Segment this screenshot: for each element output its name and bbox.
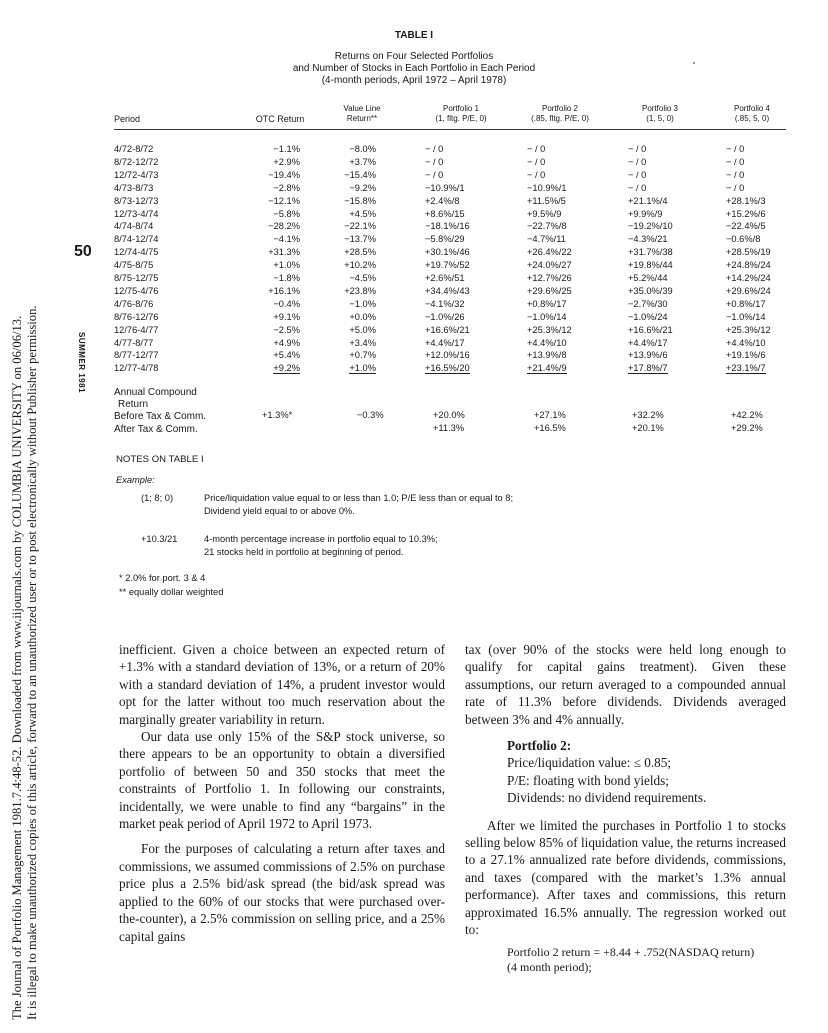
cell-period: 12/73-4/74 <box>114 208 159 219</box>
cell-portfolio-3: +5.2%/44 <box>628 273 668 283</box>
cell-otc: +16.1% <box>268 285 300 296</box>
portfolio-2-heading: Portfolio 2: <box>507 738 572 754</box>
cell-period: 12/74-4/75 <box>114 247 159 258</box>
copyright-line-2: It is illegal to make unauthorized copies of this article, forward to an unauthorized user or to post electronically without Publisher permission. <box>25 305 39 1020</box>
header-otc: OTC Return <box>255 114 305 124</box>
header-portfolio-3: Portfolio 3 (1, 5, 0) <box>641 104 679 123</box>
cell-portfolio-1: +19.7%/52 <box>425 260 470 271</box>
cell-period: 8/77-12/77 <box>114 350 159 361</box>
cell-value-line: −22.1% <box>344 221 376 232</box>
cell-portfolio-4: +4.4%/10 <box>726 337 766 348</box>
cell-value-line: +0.0% <box>349 311 376 322</box>
cell-otc: +4.9% <box>273 337 300 348</box>
cell-portfolio-4: −22.4%/5 <box>726 221 766 232</box>
cell-portfolio-4 <box>726 362 794 375</box>
cell-otc: +31.3% <box>268 247 300 258</box>
cell-value-line: −15.4% <box>344 169 376 180</box>
right-paragraph-2: After we limited the purchases in Portfolio 1 to stocks selling below 85% of liquidation value, the returns increased to a 27.1% annualized rate before dividends, commissions, and taxes (compared with the market’s 1.3% annual performance). After taxes and commissions, this return approximated 16.5% annually. The regression worked out to: <box>465 817 786 938</box>
after-portfolio-4: +29.2% <box>731 423 763 433</box>
before-portfolio-4: +42.2% <box>731 410 763 420</box>
cell-portfolio-3: +19.8%/44 <box>628 260 673 271</box>
cell-portfolio-3: − / 0 <box>628 169 647 180</box>
cell-portfolio-2: − / 0 <box>527 169 546 180</box>
cell-underlined-value: +16.5%/20 <box>425 363 470 374</box>
cell-value-line: −8.0% <box>349 144 376 154</box>
cell-otc: −4.1% <box>273 234 300 245</box>
cell-portfolio-2: +25.3%/12 <box>527 324 572 335</box>
cell-portfolio-1: − / 0 <box>425 144 444 154</box>
footnote-2: ** equally dollar weighted <box>119 587 224 597</box>
portfolio-2-criteria: Portfolio 2: Price/liquidation value: ≤ 0.85; P/E: floating with bond yields; Dividends: no dividend requirements. <box>465 737 786 807</box>
cell-value-line: −13.7% <box>344 234 376 245</box>
cell-portfolio-3: −19.2%/10 <box>628 221 673 232</box>
notes-example-label: Example: <box>116 475 155 485</box>
cell-value-line: +5.0% <box>349 324 376 335</box>
cell-portfolio-1: −10.9%/1 <box>425 182 465 193</box>
table-title-1: Returns on Four Selected Portfolios <box>334 51 494 62</box>
cell-value-line: −1.0% <box>349 298 376 309</box>
cell-value-line: +0.7% <box>349 350 376 361</box>
cell-portfolio-2: −4.7%/11 <box>527 234 566 245</box>
cell-value-line: +28.5% <box>344 247 376 258</box>
note-example-2-key: +10.3/21 <box>141 534 178 544</box>
cell-portfolio-3: −4.3%/21 <box>628 234 668 245</box>
before-portfolio-2: +27.1% <box>534 410 566 420</box>
cell-portfolio-2: +13.9%/8 <box>527 350 567 361</box>
cell-portfolio-2: +26.4%/22 <box>527 247 572 258</box>
table-title-2: and Number of Stocks in Each Portfolio in Each Period <box>292 63 536 74</box>
cell-period: 8/72-12/72 <box>114 156 159 167</box>
cell-portfolio-2: − / 0 <box>527 156 546 167</box>
issue-label: SUMMER 1981 <box>77 332 86 394</box>
cell-portfolio-4: − / 0 <box>726 169 745 180</box>
cell-portfolio-1: − / 0 <box>425 169 444 180</box>
cell-portfolio-2: +0.8%/17 <box>527 298 567 309</box>
cell-period: 4/77-8/77 <box>114 337 154 348</box>
cell-value-line: +3.4% <box>349 337 376 348</box>
cell-period: 12/72-4/73 <box>114 169 159 180</box>
left-paragraph-2: Our data use only 15% of the S&P stock universe, so there appears to be an opportunity to obtain a diversified portfolio of between 50 and 350 stocks that meet the constraints of Portfolio 1. In following our constraints, incidentally, we were unable to find any “bargains” in the market peak period of April 1972 to April 1973. <box>119 729 445 832</box>
cell-portfolio-3: +13.9%/6 <box>628 350 668 361</box>
cell-portfolio-2: +9.5%/9 <box>527 208 562 219</box>
cell-portfolio-1: −1.0%/26 <box>425 311 465 322</box>
before-tax-label: Before Tax & Comm. <box>114 411 207 422</box>
cell-underlined-value: +1.0% <box>349 363 376 374</box>
cell-portfolio-1: − / 0 <box>425 156 444 167</box>
cell-period: 8/74-12/74 <box>114 234 159 245</box>
cell-otc: +9.1% <box>273 311 300 322</box>
cell-portfolio-3: − / 0 <box>628 144 647 154</box>
cell-otc: +1.0% <box>273 260 300 271</box>
cell-otc: +2.9% <box>273 156 300 167</box>
cell-period: 8/75-12/75 <box>114 273 159 283</box>
cell-period: 12/77-4/78 <box>114 363 159 374</box>
cell-portfolio-1: +12.0%/16 <box>425 350 470 361</box>
right-text-column <box>465 641 786 975</box>
cell-portfolio-2: +11.5%/5 <box>527 195 566 206</box>
cell-portfolio-3: +16.6%/21 <box>628 324 673 335</box>
cell-portfolio-1: +16.6%/21 <box>425 324 470 335</box>
page-number: 50 <box>74 243 92 260</box>
cell-portfolio-1: +4.4%/17 <box>425 337 465 348</box>
cell-portfolio-3: − / 0 <box>628 156 647 167</box>
notes-heading: NOTES ON TABLE I <box>116 454 204 465</box>
cell-portfolio-2: − / 0 <box>527 144 546 154</box>
cell-value-line: +3.7% <box>349 156 376 167</box>
cell-period: 4/73-8/73 <box>114 182 154 193</box>
after-portfolio-3: +20.1% <box>632 423 664 433</box>
note-example-1-text: Price/liquidation value equal to or less than 1.0; P/E less than or equal to 8; Dividend yield equal to or above 0%. <box>204 493 514 516</box>
cell-value-line: +4.5% <box>349 208 376 219</box>
cell-otc: −2.5% <box>273 324 300 335</box>
cell-portfolio-2: −1.0%/14 <box>527 311 567 322</box>
cell-period: 8/73-12/73 <box>114 195 159 206</box>
cell-otc: −2.8% <box>273 182 300 193</box>
cell-otc: −12.1% <box>268 195 300 206</box>
regression-formula: Portfolio 2 return = +8.44 + .752(NASDAQ return) (4 month period); <box>507 944 755 974</box>
cell-portfolio-3: −1.0%/24 <box>628 311 668 322</box>
cell-portfolio-4: − / 0 <box>726 156 745 167</box>
cell-period: 8/76-12/76 <box>114 311 159 322</box>
header-value-line: Value Line Return** <box>343 104 381 123</box>
cell-portfolio-1 <box>425 362 493 375</box>
cell-portfolio-1: +30.1%/46 <box>425 247 470 258</box>
header-period: Period <box>114 114 141 124</box>
header-portfolio-4: Portfolio 4 (.85, 5, 0) <box>733 104 771 123</box>
cell-portfolio-3: −2.7%/30 <box>628 298 668 309</box>
cell-portfolio-2 <box>527 362 595 375</box>
cell-underlined-value: +17.8%/7 <box>628 363 668 374</box>
cell-value-line <box>318 362 376 375</box>
cell-otc: −5.8% <box>273 208 300 219</box>
cell-otc: −1.1% <box>273 144 300 154</box>
cell-portfolio-1: −4.1%/32 <box>425 298 465 309</box>
cell-portfolio-4: +28.5%/19 <box>726 247 771 258</box>
cell-portfolio-3: +9.9%/9 <box>628 208 663 219</box>
cell-otc: −0.4% <box>273 298 300 309</box>
copyright-line-1: The Journal of Portfolio Management 1981.7.4:48-52. Downloaded from www.iijournals.com by COLUMBIA UNIVERSITY on 06/06/13. <box>10 315 24 1020</box>
cell-portfolio-2: +29.6%/25 <box>527 285 572 296</box>
cell-portfolio-3: − / 0 <box>628 182 647 193</box>
note-example-2-text: 4-month percentage increase in portfolio equal to 10.3%; 21 stocks held in portfolio at beginning of period. <box>204 534 438 557</box>
cell-period: 4/74-8/74 <box>114 221 154 232</box>
cell-otc: −1.8% <box>273 273 300 283</box>
cell-portfolio-4: +28.1%/3 <box>726 195 766 206</box>
left-text-column <box>119 641 445 945</box>
after-tax-label: After Tax & Comm. <box>114 424 198 435</box>
cell-portfolio-2: −10.9%/1 <box>527 182 567 193</box>
cell-portfolio-4: +25.3%/12 <box>726 324 771 335</box>
cell-portfolio-4: +14.2%/24 <box>726 273 771 283</box>
cell-otc: −28.2% <box>268 221 300 232</box>
before-value-line: −0.3% <box>357 410 384 420</box>
right-paragraph-1: tax (over 90% of the stocks were held long enough to qualify for capital gains treatment). Given these assumptions, our return averaged to a compounded annual rate of 11.3% before dividends. Dividends averaged between 3% and 4% annually. <box>465 642 786 727</box>
cell-portfolio-4: +15.2%/6 <box>726 208 766 219</box>
cell-portfolio-3 <box>628 362 696 375</box>
cell-portfolio-3: +35.0%/39 <box>628 285 673 296</box>
cell-portfolio-3: +4.4%/17 <box>628 337 668 348</box>
footnote-1: * 2.0% for port. 3 & 4 <box>119 573 206 583</box>
table-header-rule <box>114 129 786 130</box>
cell-portfolio-1: +2.4%/8 <box>425 195 460 206</box>
cell-otc: +5.4% <box>273 350 300 361</box>
cell-portfolio-1: −5.8%/29 <box>425 234 465 245</box>
cell-portfolio-3: +31.7%/38 <box>628 247 673 258</box>
cell-portfolio-1: +34.4%/43 <box>425 285 470 296</box>
cell-value-line: −4.5% <box>349 273 376 283</box>
annual-compound-label: Annual Compound Return <box>114 387 197 410</box>
cell-period: 4/76-8/76 <box>114 298 154 309</box>
cell-portfolio-2: +4.4%/10 <box>527 337 567 348</box>
cell-period: 12/76-4/77 <box>114 324 159 335</box>
table-title-3: (4-month periods, April 1972 – April 1978) <box>321 75 507 86</box>
cell-period: 4/75-8/75 <box>114 260 154 271</box>
cell-period: 4/72-8/72 <box>114 144 154 154</box>
cell-otc: −19.4% <box>268 169 300 180</box>
cell-portfolio-2: +24.0%/27 <box>527 260 572 271</box>
cell-period: 12/75-4/76 <box>114 285 159 296</box>
table-label: TABLE I <box>394 30 434 41</box>
header-portfolio-1: Portfolio 1 (1, fltg. P/E, 0) <box>435 104 487 123</box>
after-portfolio-2: +16.5% <box>534 423 566 433</box>
cell-portfolio-1: +8.6%/15 <box>425 208 465 219</box>
cell-portfolio-2: +12.7%/26 <box>527 273 572 283</box>
header-portfolio-2: Portfolio 2 (.85, fltg. P/E, 0) <box>531 104 589 123</box>
cell-portfolio-2: −22.7%/8 <box>527 221 567 232</box>
cell-value-line: −15.8% <box>344 195 376 206</box>
cell-value-line: +10.2% <box>344 260 376 271</box>
cell-underlined-value: +9.2% <box>273 363 300 374</box>
cell-otc <box>240 362 300 375</box>
left-paragraph-3: For the purposes of calculating a return after taxes and commissions, we assumed commissions of 2.5% on purchase price plus a 2.5% bid/ask spread (the bid/ask spread was applied to the 60% of our stocks that were purchased over-the-counter), a 2.5% commission on selling price, and a 25% capital gains <box>119 841 445 944</box>
before-portfolio-3: +32.2% <box>632 410 664 420</box>
cell-portfolio-4: +29.6%/24 <box>726 285 771 296</box>
copyright-banner <box>10 20 40 1020</box>
before-portfolio-1: +20.0% <box>433 410 465 420</box>
cell-portfolio-4: − / 0 <box>726 182 745 193</box>
cell-value-line: +23.8% <box>344 285 376 296</box>
before-otc: +1.3%* <box>262 410 293 420</box>
cell-portfolio-4: − / 0 <box>726 144 745 154</box>
note-example-1-key: (1; 8; 0) <box>141 493 174 503</box>
cell-portfolio-4: −1.0%/14 <box>726 311 766 322</box>
cell-underlined-value: +23.1%/7 <box>726 363 766 374</box>
after-portfolio-1: +11.3% <box>433 423 465 433</box>
cell-portfolio-4: +0.8%/17 <box>726 298 766 309</box>
cell-portfolio-4: +24.8%/24 <box>726 260 771 271</box>
cell-value-line: −9.2% <box>349 182 376 193</box>
cell-portfolio-4: −0.6%/8 <box>726 234 761 245</box>
cell-portfolio-3: +21.1%/4 <box>628 195 668 206</box>
cell-portfolio-1: +2.6%/51 <box>425 273 465 283</box>
cell-portfolio-4: +19.1%/6 <box>726 350 766 361</box>
left-paragraph-1: inefficient. Given a choice between an expected return of +1.3% with a standard deviation of 13%, or a return of 20% with a standard deviation of 14%, a prudent investor would opt for the latter without too much reservation about the marginally greater variability in return. <box>119 642 445 727</box>
cell-portfolio-1: −18.1%/16 <box>425 221 470 232</box>
cell-underlined-value: +21.4%/9 <box>527 363 567 374</box>
